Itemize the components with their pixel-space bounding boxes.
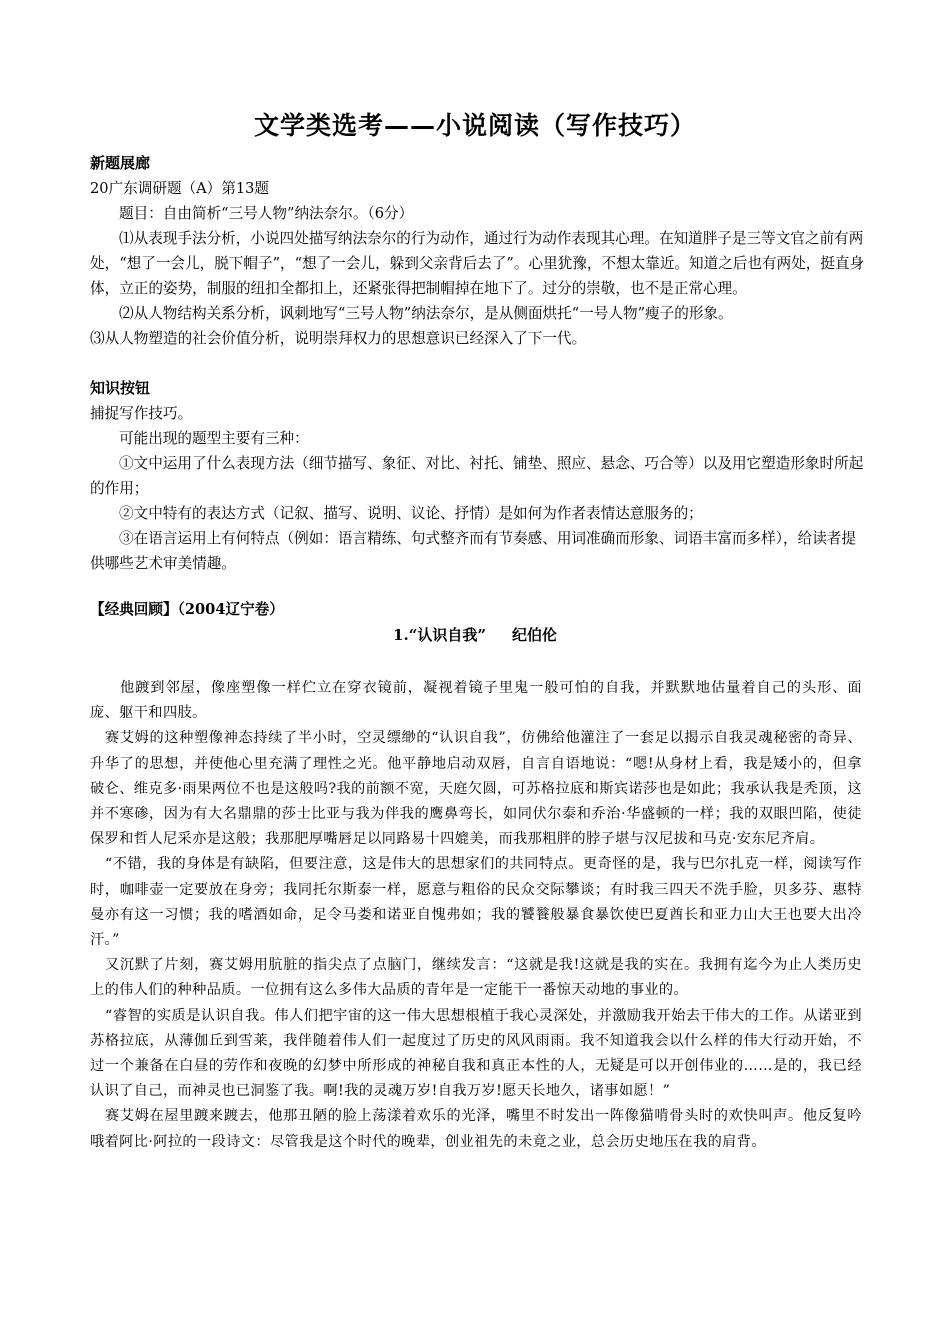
section-heading-note: （2004辽宁卷） (177, 601, 284, 618)
section-classic-review (90, 598, 870, 619)
story-title (0, 624, 950, 645)
story-author: 纪伯伦 (511, 626, 557, 644)
page-title: 文学类选考——小说阅读（写作技巧） (253, 111, 696, 140)
answer-paragraph: ⑶从人物塑造的社会价值分析，说明崇拜权力的思想意识已经深入了下一代。 (90, 330, 587, 347)
section-heading: 新题展廊 (90, 154, 151, 172)
section-new-questions (90, 151, 870, 351)
answer-paragraph: ⑵从人物结构关系分析，讽刺地写“三号人物”纳法奈尔，是从侧面烘托“一号人物”瘦子的形象。 (119, 305, 733, 322)
section-heading: 知识按钮 (90, 379, 151, 397)
question-type-item: ②文中特有的表达方式（记叙、描写、说明、议论、抒情）是如何为作者表情达意服务的； (119, 505, 703, 522)
story-paragraph: 赛艾姆在屋里踱来踱去，他那丑陋的脸上荡漾着欢乐的光泽，嘴里不时发出一阵像猫啃骨头时的欢快叫声。他反复吟哦着阿比·阿拉的一段诗文：尽管我是这个时代的晚辈，创业祖先的未竟之业，总会历史地压在我的肩背。 (90, 1108, 862, 1150)
question-text: 题目：自由简析“三号人物”纳法奈尔。（6分） (119, 205, 414, 222)
intro-text: 可能出现的题型主要有三种： (119, 430, 309, 447)
section-knowledge (90, 376, 870, 576)
question-source: 20广东调研题（A）第13题 (90, 180, 270, 197)
answer-paragraph: ⑴从表现手法分析，小说四处描写纳法奈尔的行为动作，通过行为动作表现其心理。在知道胖子是三等文官之前有两处，“想了一会儿，脱下帽子”，“想了一会儿，躲到父亲背后去了”。心里犹豫，不想太靠近。知道之后也有两处，挺直身体，立正的姿势，制服的纽扣全都扣上，还紧张得把制帽掉在地下了。过分的崇敬，也不是正常心理。 (90, 230, 865, 297)
section-heading: 【经典回顾】 (90, 601, 178, 618)
story-body (90, 676, 862, 1155)
story-paragraph: “不错，我的身体是有缺陷，但要注意，这是伟大的思想家们的共同特点。更奇怪的是，我与巴尔扎克一样，阅读写作时，咖啡壶一定要放在身旁；我同托尔斯泰一样，愿意与粗俗的民众交际攀谈；有时我三四天不洗手脸，贝多芬、惠特曼亦有这一习惯；我的嗜酒如命，足令马娄和诺亚自愧弗如；我的饕餮般暴食暴饮使巴夏酋长和亚力山大王也要大出冷汗。” (90, 856, 862, 949)
story-paragraph: “睿智的实质是认识自我。伟人们把宇宙的这一伟大思想根植于我心灵深处，并激励我开始去干伟大的工作。从诺亚到苏格拉底，从薄伽丘到雪莱，我伴随着伟人们一起度过了历史的风风雨雨。我不知道我会以什么样的伟大行动开始，不过一个兼备在白昼的劳作和夜晚的幻梦中所形成的神秘自我和真正本性的人，无疑是可以开创伟业的……是的，我已经认识了自己，而神灵也已洞鉴了我。啊!我的灵魂万岁!自我万岁!愿天长地久，诸事如愿！” (90, 1007, 862, 1100)
story-paragraph: 赛艾姆的这种塑像神态持续了半小时，空灵缥缈的“认识自我”，仿佛给他灌注了一套足以揭示自我灵魂秘密的奇异、升华了的思想，并使他心里充满了理性之光。他平静地启动双唇，自言自语地说：“嗯!从身材上看，我是矮小的，但拿破仑、维克多·雨果两位不也是这般吗?我的前额不宽，天庭欠圆，可苏格拉底和斯宾诺莎也是如此；我承认我是秃顶，这并不寒碜，因为有大名鼎鼎的莎士比亚与我为伴我的鹰鼻弯长，如同伏尔泰和乔治·华盛顿的一样；我的双眼凹陷，使徒保罗和哲人尼采亦是这般；我那肥厚嘴唇足以同路易十四媲美，而我那粗胖的脖子堪与汉尼拔和马克·安东尼齐肩。 (90, 730, 862, 848)
question-type-item: ①文中运用了什么表现方法（细节描写、象征、对比、衬托、铺垫、照应、悬念、巧合等）以及用它塑造形象时所起的作用； (90, 455, 864, 497)
story-paragraph: 又沉默了片刻，赛艾姆用肮脏的指尖点了点脑门，继续发言：“这就是我!这就是我的实在。我拥有迄今为止人类历史上的伟人们的种种品质。一位拥有这么多伟大品质的青年是一定能干一番惊天动地的事业的。 (90, 957, 862, 999)
question-type-item: ③在语言运用上有何特点（例如：语言精练、句式整齐而有节奏感、用词准确而形象、词语丰富而多样），给读者提供哪些艺术审美情趣。 (90, 530, 856, 572)
story-paragraph: 他踱到邻屋，像座塑像一样伫立在穿衣镜前，凝视着镜子里鬼一般可怕的自我，并默默地估量着自己的头形、面庞、躯干和四肢。 (90, 680, 862, 722)
section-subheading: 捕捉写作技巧。 (90, 405, 193, 422)
story-title-text: 1.“认识自我” (393, 626, 486, 644)
